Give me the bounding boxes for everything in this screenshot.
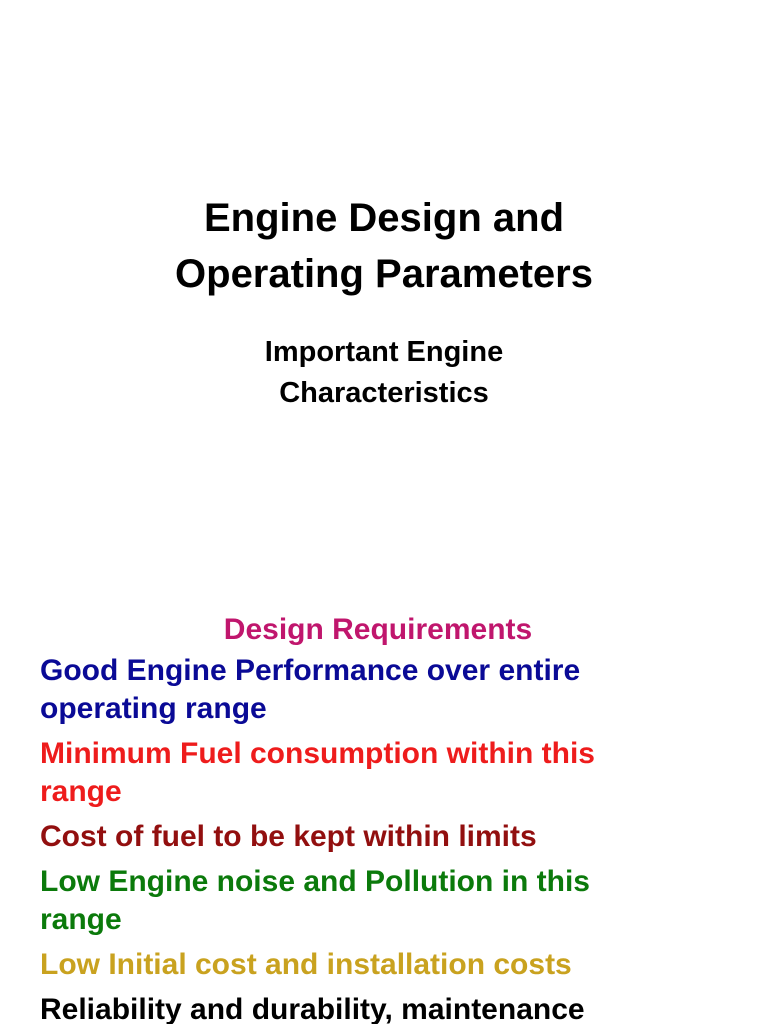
requirement-item <box>40 735 760 811</box>
requirement-item <box>40 863 760 939</box>
slide-subtitle-line: Characteristics <box>279 377 489 409</box>
requirement-line: Good Engine Performance over entire <box>40 654 581 687</box>
requirements-list <box>40 652 760 1024</box>
requirement-line: operating range <box>40 692 267 725</box>
section-heading: Design Requirements <box>223 613 533 646</box>
slide-subtitle-line: Important Engine <box>264 336 504 368</box>
requirement-line: range <box>40 775 122 808</box>
slide-title-line: Engine Design and <box>203 196 565 240</box>
slide-design-requirements <box>0 580 768 1024</box>
requirement-line: Cost of fuel to be kept within limits <box>40 820 537 853</box>
slide-title-line: Operating Parameters <box>175 252 593 296</box>
requirement-item <box>40 652 760 728</box>
requirement-line: Low Initial cost and installation costs <box>40 948 572 981</box>
requirement-item <box>40 818 760 856</box>
requirement-item <box>40 991 760 1024</box>
requirement-line: range <box>40 903 122 936</box>
requirement-line: Minimum Fuel consumption within this <box>40 737 595 770</box>
slide-title <box>0 190 768 302</box>
requirement-item <box>40 946 760 984</box>
requirement-line: Reliability and durability, maintenance <box>40 993 585 1024</box>
slide-subtitle <box>0 332 768 414</box>
requirement-line: Low Engine noise and Pollution in this <box>40 865 590 898</box>
